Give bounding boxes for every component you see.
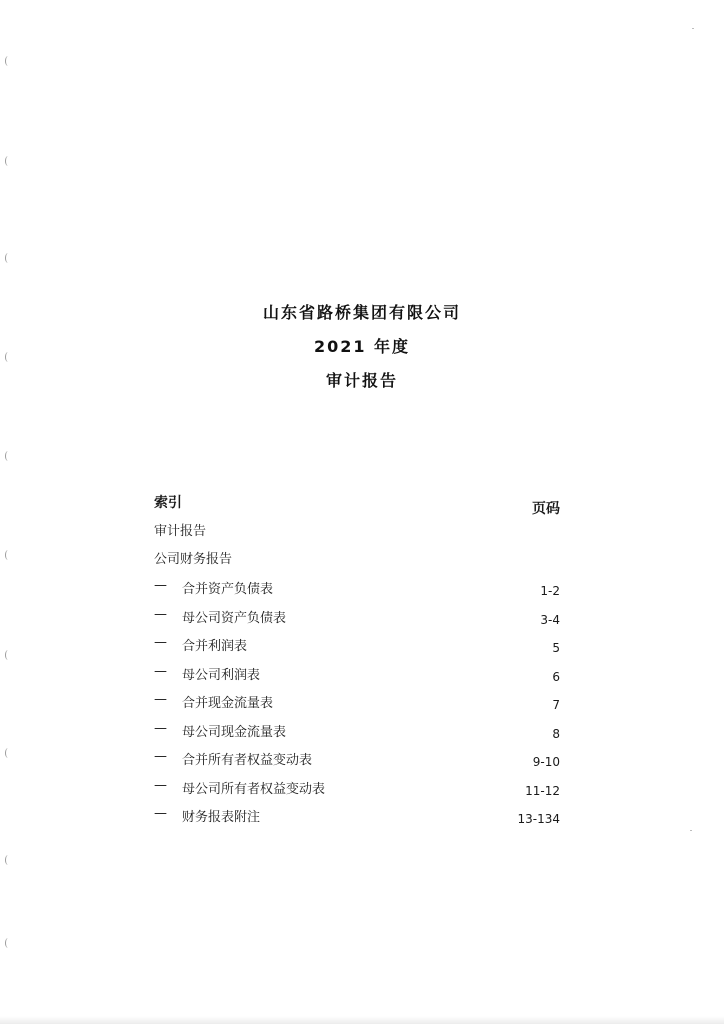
toc-item <box>154 719 560 748</box>
index-label: 索引 <box>154 495 182 511</box>
binding-mark <box>5 451 11 461</box>
toc-dash: — <box>154 606 167 622</box>
cover-title-block <box>0 300 724 402</box>
binding-mark <box>5 748 11 758</box>
toc-label: 母公司现金流量表 <box>182 724 287 740</box>
toc-label: 财务报表附注 <box>182 810 261 825</box>
toc-item <box>154 605 560 634</box>
toc-label: 合并现金流量表 <box>182 696 274 711</box>
toc-label: 合并利润表 <box>182 639 248 654</box>
binding-mark <box>5 253 11 263</box>
section-audit-report: 审计报告 <box>154 524 207 539</box>
company-name: 山东省路桥集团有限公司 <box>262 303 461 322</box>
toc-label: 母公司所有者权益变动表 <box>182 781 326 797</box>
toc-page: 13-134 <box>517 812 560 826</box>
toc-item <box>154 776 560 805</box>
binding-mark <box>5 650 11 660</box>
toc-dash: — <box>154 777 167 793</box>
toc-dash: — <box>154 720 167 736</box>
toc-page: 5 <box>552 641 560 655</box>
index-header <box>154 492 560 516</box>
report-year: 2021 年度 <box>313 337 411 356</box>
toc-label: 合并资产负债表 <box>182 582 274 597</box>
toc-list <box>154 576 560 833</box>
report-type: 审计报告 <box>325 371 398 390</box>
toc-dash: — <box>154 692 167 707</box>
toc-item <box>154 804 560 833</box>
toc-page: 6 <box>552 669 560 684</box>
page-bottom-edge <box>0 1016 724 1024</box>
toc-page: 7 <box>552 698 560 712</box>
toc-page: 3-4 <box>540 612 560 627</box>
page-column-label: 页码 <box>532 501 560 517</box>
binding-mark <box>5 156 11 166</box>
toc-item <box>154 690 560 719</box>
scan-speck <box>692 28 694 29</box>
toc-dash: — <box>154 806 167 821</box>
toc-item <box>154 747 560 776</box>
toc-label: 合并所有者权益变动表 <box>182 753 313 768</box>
section-financial-report: 公司财务报告 <box>154 552 233 567</box>
toc-dash: — <box>154 578 167 593</box>
toc-label: 母公司利润表 <box>182 667 261 683</box>
toc-item <box>154 633 560 662</box>
binding-mark <box>5 855 11 865</box>
binding-mark <box>5 550 11 560</box>
toc-label: 母公司资产负债表 <box>182 610 287 626</box>
toc-dash: — <box>154 663 167 679</box>
toc-item <box>154 662 560 691</box>
toc-page: 8 <box>552 726 560 741</box>
binding-mark <box>5 938 11 948</box>
toc-page: 11-12 <box>525 783 560 798</box>
toc-dash: — <box>154 749 167 764</box>
scan-speck <box>690 830 692 831</box>
toc-dash: — <box>154 635 167 650</box>
toc-item <box>154 576 560 605</box>
toc-page: 1-2 <box>540 584 560 598</box>
binding-mark <box>5 56 11 66</box>
toc-page: 9-10 <box>532 755 560 769</box>
